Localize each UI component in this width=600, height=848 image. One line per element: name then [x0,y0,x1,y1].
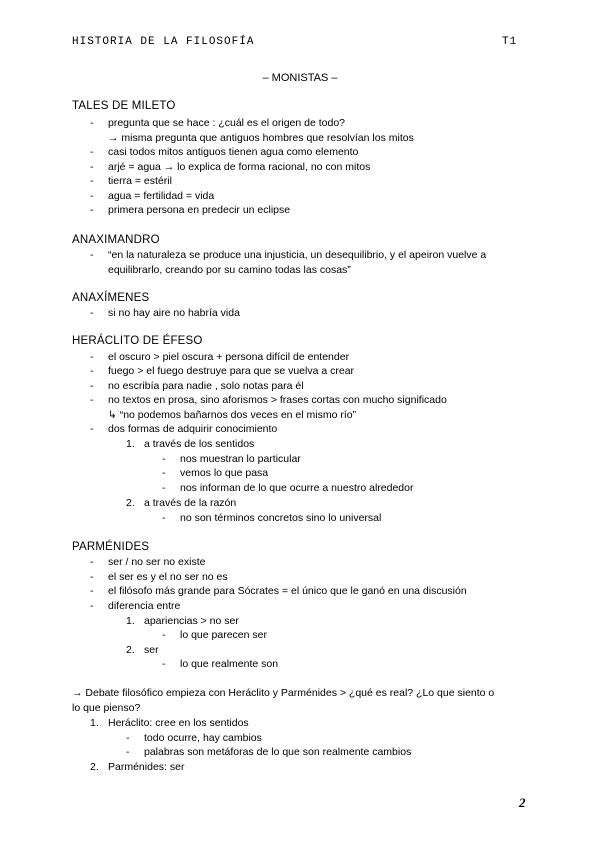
bullet-dash: - [162,482,166,494]
list-item: lo que parecen ser [180,629,267,641]
list-item: vemos lo que pasa [180,467,269,479]
list-item: apariencias > no ser [144,615,239,627]
bullet-dash: - [90,585,94,597]
quote-line: equilibrarlo, creando por su camino todas las cosas” [108,264,351,276]
list-item: no son términos concretos sino lo universal [180,512,382,524]
bullet-dash: - [90,365,94,377]
bullet-dash: - [90,423,94,435]
bullet-dash: - [162,467,166,479]
list-item: tierra = estéril [108,175,172,187]
list-item: no escribía para nadie , solo notas para él [108,380,304,392]
bullet-dash: - [90,204,94,216]
section-title-parmenides: PARMÉNIDES [72,541,150,553]
list-item: a través de la razón [144,497,237,509]
list-item: el ser es y el no ser no es [108,571,228,583]
list-item: casi todos mitos antiguos tienen agua como elemento [108,146,359,158]
list-item: ↳ “no podemos bañarnos dos veces en el mismo río” [108,409,357,421]
bullet-dash: - [126,746,130,758]
list-item: ser / no ser no existe [108,556,206,568]
bullet-dash: - [90,190,94,202]
section-title-heraclito: HERÁCLITO DE ÉFESO [72,335,203,347]
list-item: Heráclito: cree en los sentidos [108,717,249,729]
bullet-dash: - [90,249,94,261]
bullet-dash: - [162,453,166,465]
list-item: ser [144,644,159,656]
page-heading: – MONISTAS – [262,72,338,84]
list-number: 2. [90,761,99,773]
header-title: HISTORIA DE LA FILOSOFÍA [72,36,255,48]
list-number: 2. [126,497,135,509]
list-item: diferencia entre [108,600,181,612]
list-item: → misma pregunta que antiguos hombres que resolvían los mitos [108,132,414,144]
bullet-dash: - [90,380,94,392]
list-number: 1. [126,438,135,450]
list-item: agua = fertilidad = vida [108,190,215,202]
list-number: 1. [90,717,99,729]
list-item: nos muestran lo particular [180,453,301,465]
page-number: 2 [519,795,526,810]
bullet-dash: - [90,175,94,187]
bullet-dash: - [162,512,166,524]
bullet-dash: - [90,394,94,406]
list-item: palabras son metáforas de lo que son realmente cambios [144,746,412,758]
debate-line: lo que pienso? [72,702,141,714]
debate-line: → Debate filosófico empieza con Heráclito y Parménides > ¿qué es real? ¿Lo que siento o [72,687,495,699]
section-title-tales: TALES DE MILETO [72,100,176,112]
list-item: si no hay aire no habría vida [108,307,240,319]
list-item: fuego > el fuego destruye para que se vuelva a crear [108,365,355,377]
bullet-dash: - [90,307,94,319]
bullet-dash: - [126,732,130,744]
bullet-dash: - [162,629,166,641]
bullet-dash: - [90,351,94,363]
list-item: arjé = agua → lo explica de forma racional, no con mitos [108,161,371,173]
list-item: dos formas de adquirir conocimiento [108,423,278,435]
list-item: primera persona en predecir un eclipse [108,204,291,216]
bullet-dash: - [90,571,94,583]
list-item: nos informan de lo que ocurre a nuestro alrededor [180,482,414,494]
bullet-dash: - [90,556,94,568]
bullet-dash: - [90,117,94,129]
list-item: lo que realmente son [180,658,279,670]
list-number: 2. [126,644,135,656]
header-code: T1 [502,36,518,48]
list-number: 1. [126,615,135,627]
bullet-dash: - [90,161,94,173]
bullet-dash: - [90,600,94,612]
bullet-dash: - [162,658,166,670]
section-title-anaximenes: ANAXÍMENES [72,292,150,304]
list-item: todo ocurre, hay cambios [144,732,262,744]
list-item: el filósofo más grande para Sócrates = el único que le ganó en una discusión [108,585,467,597]
list-item: pregunta que se hace : ¿cuál es el origen de todo? [108,117,345,129]
bullet-dash: - [90,146,94,158]
list-item: Parménides: ser [108,761,185,773]
list-item: no textos en prosa, sino aforismos > frases cortas con mucho significado [108,394,447,406]
section-title-anaximandro: ANAXIMANDRO [72,234,160,246]
list-item: a través de los sentidos [144,438,255,450]
quote-line: “en la naturaleza se produce una injusticia, un desequilibrio, y el apeiron vuelve a [108,249,487,261]
list-item: el oscuro > piel oscura + persona difícil de entender [108,351,350,363]
